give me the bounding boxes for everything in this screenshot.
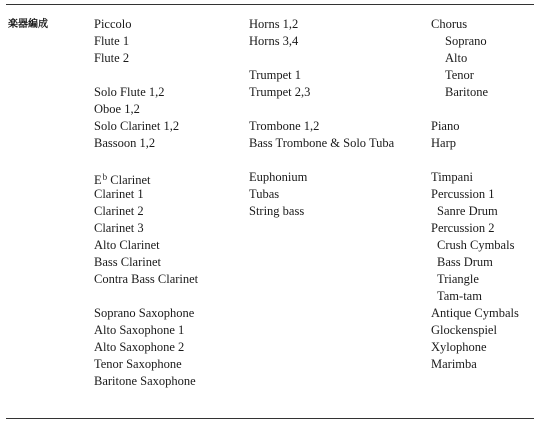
instrument-entry: Soprano — [445, 34, 487, 48]
instrument-entry: Trumpet 1 — [249, 68, 301, 82]
instrument-entry: Triangle — [437, 272, 479, 286]
instrument-entry: Soprano Saxophone — [94, 306, 195, 320]
group-spacer — [94, 67, 198, 84]
instrument-entry: Tam-tam — [437, 289, 482, 303]
instrument-entry: Baritone — [445, 85, 489, 99]
instrumentation-label: 楽器編成 — [8, 19, 48, 30]
instrument-entry: Baritone Saxophone — [94, 374, 196, 388]
top-rule — [6, 4, 534, 5]
instrument-entry: String bass — [249, 204, 305, 218]
instrument-entry: Clarinet 1 — [94, 187, 144, 201]
instrument-entry: Piccolo — [94, 17, 132, 31]
instrument-entry: Timpani — [431, 170, 473, 184]
instrument-entry: Contra Bass Clarinet — [94, 272, 199, 286]
brass-column — [249, 16, 394, 220]
instrument-entry: Solo Clarinet 1,2 — [94, 119, 180, 133]
instrument-entry: Oboe 1,2 — [94, 102, 140, 116]
instrument-entry: Glockenspiel — [431, 323, 497, 337]
instrument-name: Clarinet — [107, 173, 151, 187]
instrument-entry: Percussion 1 — [431, 187, 495, 201]
woodwinds-column — [94, 16, 198, 390]
instrument-entry: Trumpet 2,3 — [249, 85, 311, 99]
instrument-entry: Tenor Saxophone — [94, 357, 182, 371]
instrument-entry: Clarinet 3 — [94, 221, 144, 235]
instrument-entry — [94, 169, 198, 186]
group-spacer — [249, 152, 394, 169]
instrument-entry: Chorus — [431, 17, 468, 31]
instrument-entry: Percussion 2 — [431, 221, 495, 235]
instrument-entry: Piano — [431, 119, 460, 133]
group-spacer — [94, 288, 198, 305]
instrument-entry: Bass Drum — [437, 255, 493, 269]
instrument-entry: Alto Clarinet — [94, 238, 160, 252]
instrument-entry: Antique Cymbals — [431, 306, 519, 320]
instrument-entry: Alto — [445, 51, 468, 65]
instrument-entry: Bassoon 1,2 — [94, 136, 156, 150]
group-spacer — [94, 152, 198, 169]
instrument-entry: Flute 2 — [94, 51, 130, 65]
key-letter: E — [94, 173, 102, 187]
instrument-entry: Alto Saxophone 2 — [94, 340, 185, 354]
instrument-entry: Horns 3,4 — [249, 34, 299, 48]
instrument-entry: Marimba — [431, 357, 477, 371]
group-spacer — [249, 50, 394, 67]
instrument-entry: Harp — [431, 136, 456, 150]
instrument-entry: Crush Cymbals — [437, 238, 515, 252]
group-spacer — [249, 101, 394, 118]
instrument-entry: Xylophone — [431, 340, 487, 354]
instrument-entry: Tubas — [249, 187, 280, 201]
instrument-entry: Alto Saxophone 1 — [94, 323, 185, 337]
instrument-entry: Solo Flute 1,2 — [94, 85, 165, 99]
instrument-entry: Flute 1 — [94, 34, 130, 48]
bottom-rule — [6, 418, 534, 419]
instrument-entry: Trombone 1,2 — [249, 119, 320, 133]
instrument-entry: Clarinet 2 — [94, 204, 144, 218]
instrument-entry: Bass Clarinet — [94, 255, 162, 269]
flat-sign: b — [102, 172, 108, 182]
instrument-entry: Euphonium — [249, 170, 308, 184]
instrument-entry: Horns 1,2 — [249, 17, 299, 31]
group-spacer — [431, 152, 519, 169]
instrument-entry: Tenor — [445, 68, 474, 82]
instrument-entry: Bass Trombone & Solo Tuba — [249, 136, 395, 150]
voices-percussion-column — [431, 16, 519, 373]
instrument-entry: Sanre Drum — [437, 204, 498, 218]
group-spacer — [431, 101, 519, 118]
